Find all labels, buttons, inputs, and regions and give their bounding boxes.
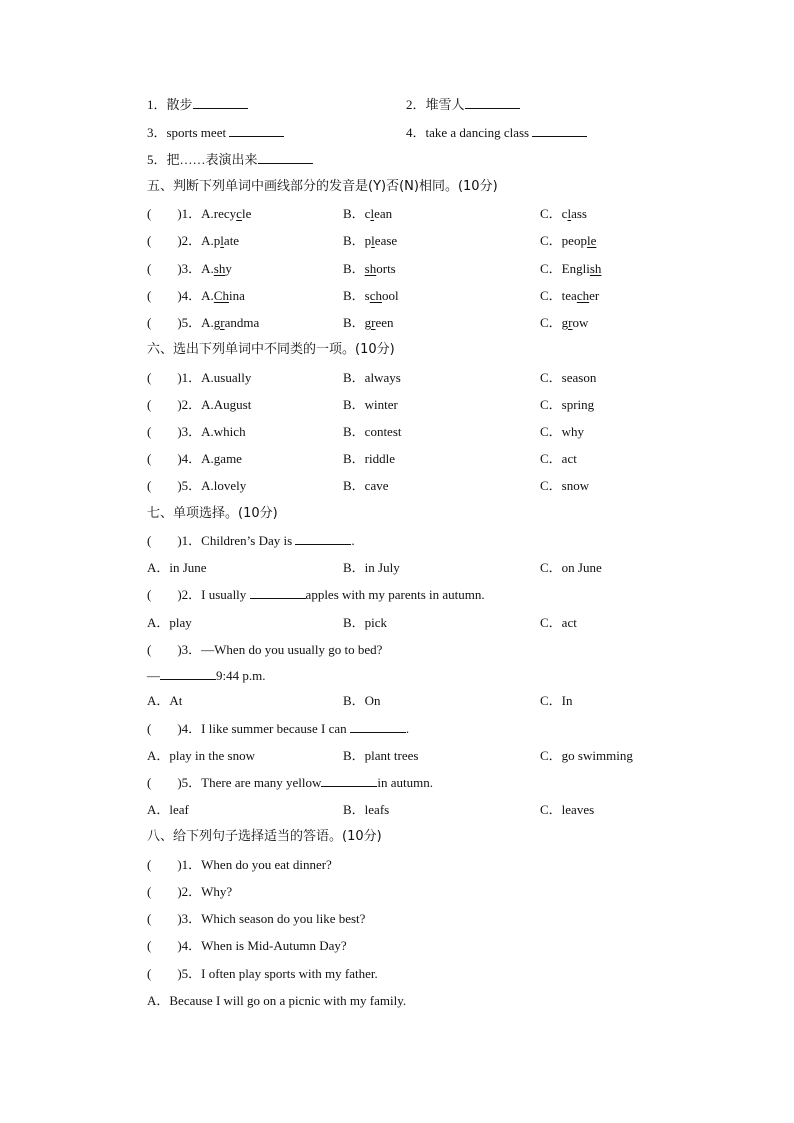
answer-blank[interactable] (250, 586, 306, 599)
odd-row-2-b: B．winter (343, 397, 398, 412)
mc-question-2: ( )2．I usually apples with my parents in autumn. (147, 587, 485, 602)
mc-2-option-c: C．act (540, 615, 577, 630)
prompt: 1．散步 (147, 97, 193, 112)
response-item-4: ( )4．When is Mid-Autumn Day? (147, 938, 347, 953)
odd-row-4-c: C．act (540, 451, 577, 466)
response-item-3: ( )3．Which season do you like best? (147, 911, 366, 926)
pron-row-3-a: ( )3．A.shy (147, 261, 232, 276)
pron-row-1-c: C．class (540, 206, 587, 221)
response-item-5: ( )5．I often play sports with my father. (147, 966, 378, 981)
mc-question-4: ( )4．I like summer because I can . (147, 721, 410, 736)
answer-blank[interactable] (229, 124, 284, 137)
answer-blank[interactable] (465, 96, 520, 109)
odd-row-2-a: ( )2．A.August (147, 397, 252, 412)
mc-4-option-a: A．play in the snow (147, 748, 255, 763)
mc-1-option-c: C．on June (540, 560, 602, 575)
mc-3-option-c: C．In (540, 693, 573, 708)
answer-blank[interactable] (160, 667, 216, 680)
odd-row-4-b: B．riddle (343, 451, 395, 466)
mc-1-option-a: A．in June (147, 560, 207, 575)
prompt: 5．把……表演出来 (147, 152, 258, 167)
pron-row-5-c: C．grow (540, 315, 589, 330)
pron-row-5-a: ( )5．A.grandma (147, 315, 260, 330)
odd-row-5-a: ( )5．A.lovely (147, 478, 247, 493)
section-5-heading: 五、判断下列单词中画线部分的发音是(Y)否(N)相同。(10分) (147, 179, 498, 194)
pron-row-2-a: ( )2．A.plate (147, 233, 240, 248)
mc-4-option-c: C．go swimming (540, 748, 633, 763)
mc-5-option-b: B．leafs (343, 802, 390, 817)
pron-row-4-a: ( )4．A.China (147, 288, 245, 303)
answer-option-a: A．Because I will go on a picnic with my family. (147, 993, 407, 1008)
odd-row-3-a: ( )3．A.which (147, 424, 246, 439)
section-6-heading: 六、选出下列单词中不同类的一项。(10分) (147, 342, 395, 357)
odd-row-1-c: C．season (540, 370, 597, 385)
mc-5-option-a: A．leaf (147, 802, 189, 817)
mc-2-option-b: B．pick (343, 615, 388, 630)
mc-3-option-a: A．At (147, 693, 183, 708)
mc-question-5: ( )5．There are many yellow in autumn. (147, 775, 433, 790)
answer-blank[interactable] (193, 96, 248, 109)
odd-row-5-b: B．cave (343, 478, 389, 493)
section-8-heading: 八、给下列句子选择适当的答语。(10分) (147, 829, 382, 844)
answer-blank[interactable] (350, 720, 406, 733)
translate-item-4 (406, 124, 587, 142)
mc-2-option-a: A．play (147, 615, 192, 630)
odd-row-3-b: B．contest (343, 424, 402, 439)
response-item-2: ( )2．Why? (147, 884, 233, 899)
pron-row-1-a: ( )1．A.recycle (147, 206, 252, 221)
pron-row-2-c: C．people (540, 233, 597, 248)
odd-row-5-c: C．snow (540, 478, 590, 493)
section-7-heading: 七、单项选择。(10分) (147, 506, 278, 521)
prompt: 2．堆雪人 (406, 97, 465, 112)
pron-row-3-c: C．English (540, 261, 602, 276)
prompt: 4．take a dancing class (406, 125, 533, 140)
pron-row-4-b: B．school (343, 288, 399, 303)
odd-row-4-a: ( )4．A.game (147, 451, 242, 466)
mc-question-1: ( )1．Children’s Day is . (147, 533, 355, 548)
pron-row-5-b: B．green (343, 315, 394, 330)
mc-question-3-response: — 9:44 p.m. (147, 668, 266, 683)
response-item-1: ( )1．When do you eat dinner? (147, 857, 332, 872)
odd-row-3-c: C．why (540, 424, 585, 439)
odd-row-2-c: C．spring (540, 397, 595, 412)
pron-row-4-c: C．teacher (540, 288, 600, 303)
translate-item-3 (147, 124, 284, 142)
mc-1-option-b: B．in July (343, 560, 400, 575)
translate-item-5 (147, 151, 313, 169)
odd-row-1-b: B．always (343, 370, 401, 385)
answer-blank[interactable] (321, 774, 377, 787)
mc-5-option-c: C．leaves (540, 802, 595, 817)
translate-item-1 (147, 96, 248, 114)
translate-item-2 (406, 96, 520, 114)
answer-blank[interactable] (532, 124, 587, 137)
mc-3-option-b: B．On (343, 693, 381, 708)
prompt: 3．sports meet (147, 125, 230, 140)
pron-row-1-b: B．clean (343, 206, 393, 221)
answer-blank[interactable] (295, 532, 351, 545)
mc-question-3: ( )3．—When do you usually go to bed? (147, 642, 383, 657)
mc-4-option-b: B．plant trees (343, 748, 419, 763)
odd-row-1-a: ( )1．A.usually (147, 370, 252, 385)
pron-row-2-b: B．please (343, 233, 398, 248)
pron-row-3-b: B．shorts (343, 261, 396, 276)
answer-blank[interactable] (258, 151, 313, 164)
